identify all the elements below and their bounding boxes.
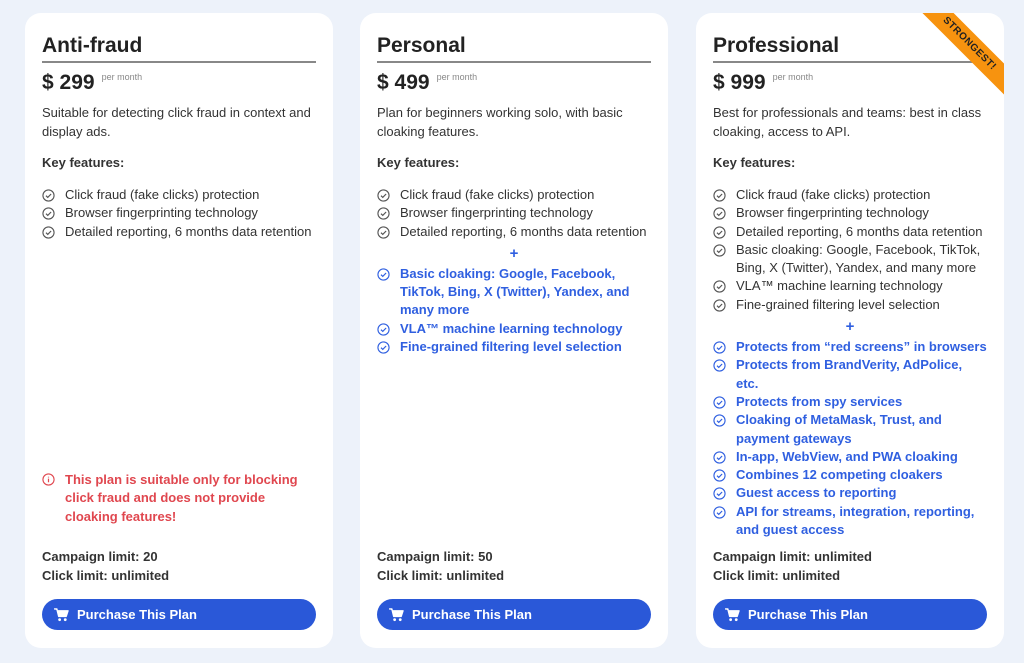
feature-item (42, 204, 316, 222)
feature-item (377, 186, 651, 204)
feature-item (713, 296, 987, 314)
info-icon (42, 471, 65, 527)
strongest-ribbon: STRONGEST! (915, 13, 1004, 98)
plan-description: Plan for beginners working solo, with basic cloaking features. (377, 105, 623, 139)
check-circle-icon (377, 338, 400, 356)
price-amount: $ 999 (713, 71, 766, 94)
check-circle-icon (377, 320, 400, 338)
extra-feature-item (377, 320, 651, 338)
key-features-label: Key features: (42, 155, 125, 170)
check-circle-icon (377, 186, 400, 204)
extra-feature-item (713, 411, 987, 448)
extra-feature-item (713, 448, 987, 466)
check-circle-icon (713, 277, 736, 295)
feature-item (713, 241, 987, 278)
plan-price (377, 69, 651, 99)
check-circle-icon (713, 338, 736, 356)
extra-feature-item (713, 466, 987, 484)
check-circle-icon (713, 484, 736, 502)
price-period: per month (101, 72, 143, 82)
feature-text: VLA™ machine learning technology (400, 320, 623, 336)
price-period: per month (436, 72, 478, 82)
feature-text: Protects from “red screens” in browsers (736, 339, 987, 355)
plan-description: Suitable for detecting click fraud in context and display ads. (42, 105, 311, 139)
feature-text: In-app, WebView, and PWA cloaking (736, 448, 958, 464)
feature-text: Browser fingerprinting technology (400, 205, 593, 221)
price-amount: $ 299 (42, 71, 95, 94)
plan-limits (377, 548, 651, 585)
check-circle-icon (713, 241, 736, 278)
feature-list (42, 186, 316, 241)
click-limit: Click limit: unlimited (713, 567, 841, 583)
feature-item (713, 277, 987, 295)
extra-feature-item (377, 265, 651, 320)
feature-item (42, 223, 316, 241)
campaign-limit: Campaign limit: unlimited (713, 549, 872, 565)
feature-text: Browser fingerprinting technology (736, 205, 929, 221)
feature-text: Detailed reporting, 6 months data retention (400, 223, 647, 239)
check-circle-icon (713, 356, 736, 393)
feature-item (713, 223, 987, 241)
campaign-limit: Campaign limit: 50 (377, 549, 493, 565)
click-limit: Click limit: unlimited (377, 567, 505, 583)
extra-feature-item (713, 503, 987, 540)
plan-description: Best for professionals and teams: best in class cloaking, access to API. (713, 105, 982, 139)
check-circle-icon (377, 223, 400, 241)
check-circle-icon (713, 204, 736, 222)
check-circle-icon (713, 466, 736, 484)
plan-price (713, 69, 987, 99)
extra-feature-item (713, 393, 987, 411)
check-circle-icon (42, 204, 65, 222)
plan-limits (42, 548, 316, 585)
extra-feature-item (713, 484, 987, 502)
check-circle-icon (377, 204, 400, 222)
plus-divider: + (845, 318, 855, 336)
feature-text: Click fraud (fake clicks) protection (400, 187, 595, 202)
check-circle-icon (713, 448, 736, 466)
check-circle-icon (713, 223, 736, 241)
campaign-limit: Campaign limit: 20 (42, 549, 158, 565)
check-circle-icon (713, 411, 736, 448)
check-circle-icon (42, 223, 65, 241)
feature-text: Fine-grained filtering level selection (400, 339, 622, 355)
plus-divider: + (509, 244, 519, 262)
plan-title: Professional (713, 31, 987, 63)
check-circle-icon (713, 393, 736, 411)
key-features-label: Key features: (713, 155, 796, 170)
extra-feature-item (713, 356, 987, 393)
feature-text: Click fraud (fake clicks) protection (736, 187, 931, 202)
feature-item (377, 204, 651, 222)
price-amount: $ 499 (377, 71, 430, 94)
warning-text: This plan is suitable only for blocking click fraud and does not provide cloaking features! (65, 471, 298, 524)
check-circle-icon (713, 503, 736, 540)
button-label: Purchase This Plan (748, 607, 868, 622)
extra-feature-item (713, 338, 987, 356)
extra-feature-list (713, 338, 987, 539)
cart-icon (389, 608, 404, 622)
purchase-plan-button[interactable] (377, 599, 651, 630)
check-circle-icon (713, 296, 736, 314)
click-limit: Click limit: unlimited (42, 567, 170, 583)
feature-item (42, 186, 316, 204)
plan-limits (713, 548, 987, 585)
plan-title: Anti-fraud (42, 31, 316, 63)
feature-text: Browser fingerprinting technology (65, 205, 258, 221)
check-circle-icon (377, 265, 400, 320)
plan-card-anti-fraud (25, 13, 333, 648)
feature-text: Combines 12 competing cloakers (736, 467, 943, 483)
extra-feature-list (377, 265, 651, 356)
plan-warning (42, 471, 316, 527)
feature-list (377, 186, 651, 241)
feature-list (713, 186, 987, 314)
extra-feature-item (377, 338, 651, 356)
check-circle-icon (713, 186, 736, 204)
key-features-label: Key features: (377, 155, 460, 170)
check-circle-icon (42, 186, 65, 204)
feature-text: Basic cloaking: Google, Facebook, TikTok, Bing, X (Twitter), Yandex, and many more (400, 265, 630, 318)
plan-card-professional (696, 13, 1004, 648)
purchase-plan-button[interactable] (713, 599, 987, 630)
feature-text: Guest access to reporting (736, 485, 897, 501)
feature-text: VLA™ machine learning technology (736, 278, 943, 294)
purchase-plan-button[interactable] (42, 599, 316, 630)
feature-text: API for streams, integration, reporting, and guest access (736, 503, 975, 538)
plan-price (42, 69, 316, 99)
plan-card-personal (360, 13, 668, 648)
feature-text: Protects from BrandVerity, AdPolice, etc. (736, 357, 963, 391)
feature-text: Basic cloaking: Google, Facebook, TikTok, Bing, X (Twitter), Yandex, and many more (736, 241, 981, 276)
button-label: Purchase This Plan (412, 607, 532, 622)
feature-text: Protects from spy services (736, 393, 903, 409)
feature-item (713, 186, 987, 204)
feature-item (713, 204, 987, 222)
feature-text: Detailed reporting, 6 months data retention (65, 223, 312, 239)
feature-text: Cloaking of MetaMask, Trust, and payment gateways (736, 412, 942, 446)
button-label: Purchase This Plan (77, 607, 197, 622)
cart-icon (54, 608, 69, 622)
feature-item (377, 223, 651, 241)
price-period: per month (772, 72, 814, 82)
feature-text: Click fraud (fake clicks) protection (65, 187, 260, 202)
feature-text: Fine-grained filtering level selection (736, 296, 940, 312)
cart-icon (725, 608, 740, 622)
plan-title: Personal (377, 31, 651, 63)
feature-text: Detailed reporting, 6 months data retention (736, 223, 983, 239)
